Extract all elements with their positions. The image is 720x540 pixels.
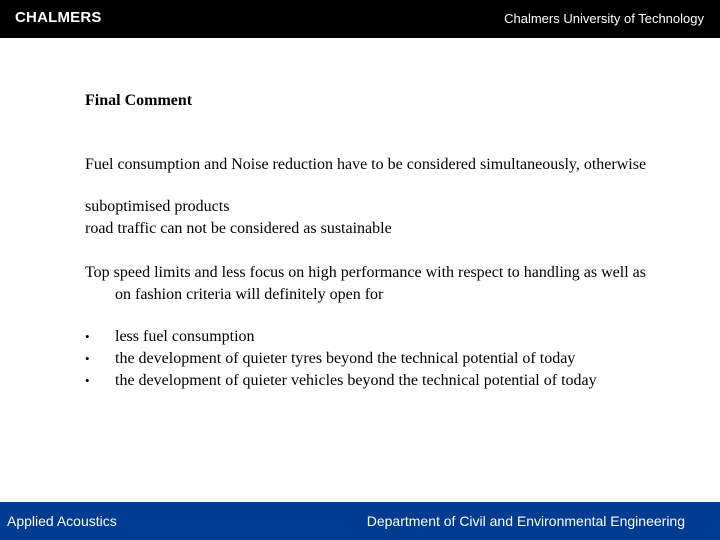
bullet-text: less fuel consumption: [115, 328, 255, 345]
bullet-text: the development of quieter vehicles beyond the technical potential of today: [115, 372, 597, 389]
bullet-icon: •: [85, 329, 90, 344]
university-name: Chalmers University of Technology: [504, 11, 704, 26]
bullet-icon: •: [85, 373, 90, 388]
slide-content: [85, 90, 665, 392]
footer-department: Department of Civil and Environmental Engineering: [366, 513, 685, 529]
paragraph-top-speed: Top speed limits and less focus on high performance with respect to handling as well as on fashion criteria will definitely open for: [85, 264, 646, 303]
bullet-list: [85, 326, 665, 392]
bullet-text: the development of quieter tyres beyond the technical potential of today: [115, 350, 576, 367]
footer-division: Applied Acoustics: [7, 513, 117, 529]
list-item: [85, 370, 665, 392]
chalmers-logo: CHALMERS: [15, 9, 102, 26]
paragraph-fuel-noise: Fuel consumption and Noise reduction have to be considered simultaneously, otherwise: [85, 156, 647, 173]
paragraph-suboptimised: suboptimised products: [85, 198, 230, 215]
header-bar: [0, 0, 720, 38]
list-item: [85, 326, 665, 348]
list-item: [85, 348, 665, 370]
bullet-icon: •: [85, 351, 90, 366]
footer-bar: [0, 502, 720, 540]
paragraph-road-traffic: road traffic can not be considered as sustainable: [85, 220, 392, 237]
slide-title: Final Comment: [85, 92, 193, 109]
